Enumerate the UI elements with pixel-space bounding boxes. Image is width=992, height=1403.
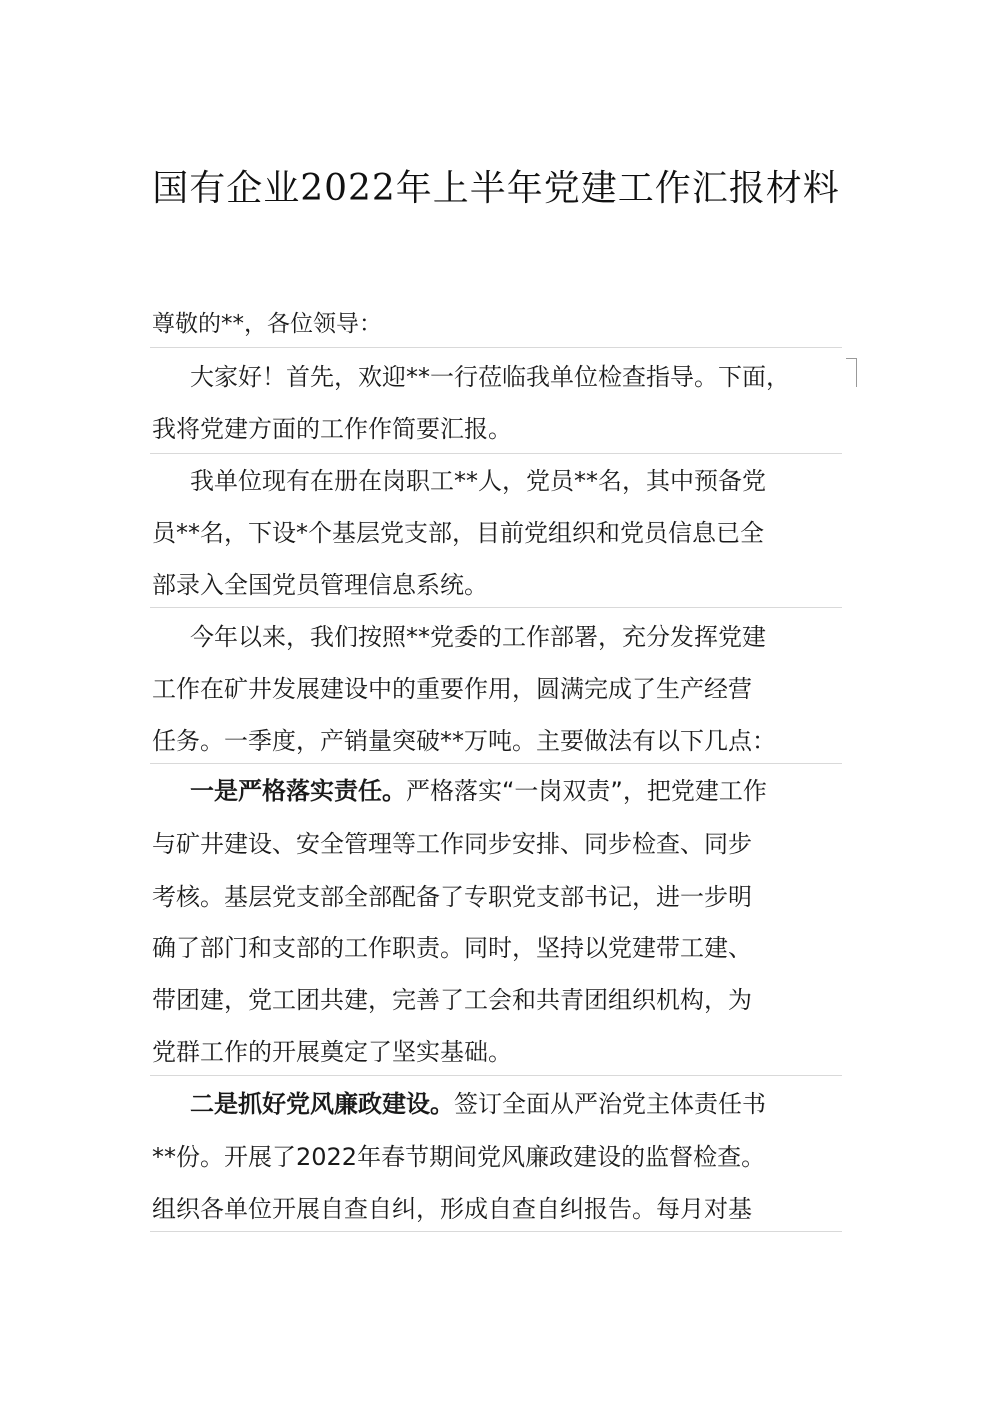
paragraph-line: 考核。基层党支部全部配备了专职党支部书记，进一步明 xyxy=(152,883,752,911)
paragraph-line: 带团建，党工团共建，完善了工会和共青团组织机构，为 xyxy=(152,986,752,1014)
paragraph-line: **份。开展了2022年春节期间党风廉政建设的监督检查。 xyxy=(152,1143,766,1171)
document-title: 国有企业2022年上半年党建工作汇报材料 xyxy=(152,168,840,209)
paragraph-line xyxy=(190,1087,766,1121)
salutation: 尊敬的**，各位领导： xyxy=(152,311,382,337)
paragraph-line: 部录入全国党员管理信息系统。 xyxy=(152,571,488,599)
divider xyxy=(150,1231,842,1232)
divider xyxy=(150,453,842,454)
paragraph-text: 严格落实“一岗双责”，把党建工作 xyxy=(406,777,767,805)
paragraph-heading: 二是抓好党风廉政建设。 xyxy=(190,1090,454,1118)
divider xyxy=(150,347,842,348)
page-corner-mark xyxy=(846,358,857,387)
paragraph-line: 与矿井建设、安全管理等工作同步安排、同步检查、同步 xyxy=(152,830,752,858)
divider xyxy=(150,1075,842,1076)
paragraph-line: 组织各单位开展自查自纠，形成自查自纠报告。每月对基 xyxy=(152,1195,752,1223)
paragraph-line: 我单位现有在册在岗职工**人，党员**名，其中预备党 xyxy=(190,467,766,495)
paragraph-text: 签订全面从严治党主体责任书 xyxy=(454,1090,766,1118)
paragraph-line: 任务。一季度，产销量突破**万吨。主要做法有以下几点： xyxy=(152,727,776,755)
paragraph-line: 员**名，下设*个基层党支部，目前党组织和党员信息已全 xyxy=(152,519,764,547)
paragraph-line: 大家好！首先，欢迎**一行莅临我单位检查指导。下面， xyxy=(190,363,790,391)
paragraph-line: 工作在矿井发展建设中的重要作用，圆满完成了生产经营 xyxy=(152,675,752,703)
paragraph-line xyxy=(190,774,767,808)
paragraph-heading: 一是严格落实责任。 xyxy=(190,777,406,805)
divider xyxy=(150,763,842,764)
paragraph-line: 确了部门和支部的工作职责。同时，坚持以党建带工建、 xyxy=(152,934,752,962)
paragraph-line: 党群工作的开展奠定了坚实基础。 xyxy=(152,1038,512,1066)
paragraph-line: 我将党建方面的工作作简要汇报。 xyxy=(152,415,512,443)
paragraph-line: 今年以来，我们按照**党委的工作部署，充分发挥党建 xyxy=(190,623,766,651)
divider xyxy=(150,607,842,608)
